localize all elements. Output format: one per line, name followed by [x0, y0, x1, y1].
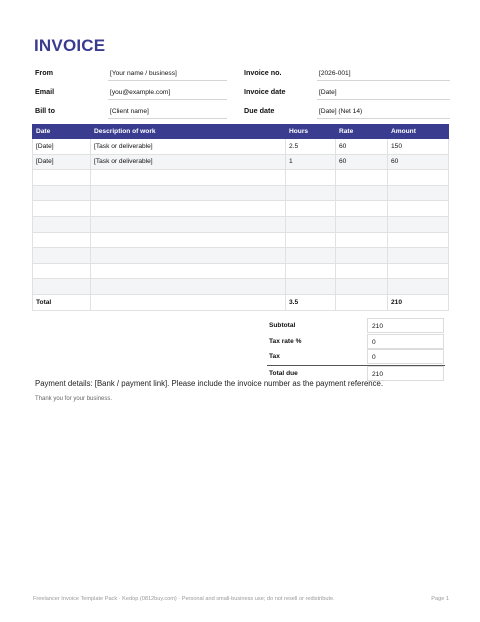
cell-amount[interactable] — [388, 185, 449, 201]
cell-rate[interactable]: 60 — [336, 154, 388, 170]
meta-row-email — [33, 82, 449, 101]
cell-hours[interactable] — [286, 232, 336, 248]
cell-amount[interactable] — [388, 279, 449, 295]
cell-amount[interactable]: 60 — [388, 154, 449, 170]
total-due-label: Total due — [269, 369, 298, 377]
summary-subtotal — [267, 318, 445, 334]
cell-date[interactable] — [33, 248, 91, 264]
cell-rate[interactable] — [336, 201, 388, 217]
email-label: Email — [35, 87, 55, 96]
summary-tax-rate — [267, 334, 445, 350]
tax-rate-value[interactable]: 0 — [367, 334, 444, 349]
table-total-row — [33, 294, 449, 310]
meta-row-from — [33, 63, 449, 82]
table-row — [33, 248, 449, 264]
cell-description[interactable] — [91, 216, 286, 232]
invoice-date-field[interactable]: [Date] — [317, 85, 450, 100]
cell-hours[interactable]: 2.5 — [286, 139, 336, 155]
cell-hours[interactable] — [286, 201, 336, 217]
from-label: From — [35, 68, 53, 77]
col-header-rate: Rate — [336, 125, 388, 139]
total-label: Total — [33, 294, 91, 310]
total-due-value[interactable]: 210 — [367, 366, 444, 381]
page-number: Page 1 — [431, 596, 449, 602]
meta-row-billto — [33, 101, 449, 120]
invoice-date-label: Invoice date — [244, 87, 286, 96]
cell-rate[interactable]: 60 — [336, 139, 388, 155]
cell-description[interactable]: [Task or deliverable] — [91, 154, 286, 170]
cell-amount[interactable] — [388, 232, 449, 248]
cell-description[interactable] — [91, 232, 286, 248]
cell-hours[interactable] — [286, 263, 336, 279]
table-row — [33, 263, 449, 279]
cell-hours[interactable] — [286, 170, 336, 186]
cell-hours[interactable] — [286, 248, 336, 264]
total-amount: 210 — [388, 294, 449, 310]
cell-hours[interactable] — [286, 185, 336, 201]
cell-amount[interactable] — [388, 201, 449, 217]
cell-hours[interactable] — [286, 279, 336, 295]
cell-description[interactable] — [91, 170, 286, 186]
col-header-date: Date — [33, 125, 91, 139]
summary-tax — [267, 349, 445, 365]
cell-rate[interactable] — [336, 248, 388, 264]
cell-date[interactable] — [33, 201, 91, 217]
cell-hours[interactable]: 1 — [286, 154, 336, 170]
cell-amount[interactable]: 150 — [388, 139, 449, 155]
cell-hours[interactable] — [286, 216, 336, 232]
payment-details: Payment details: [Bank / payment link]. Please include the invoice number as the payment reference. — [35, 379, 384, 388]
table-row — [33, 279, 449, 295]
cell-amount[interactable] — [388, 263, 449, 279]
due-date-label: Due date — [244, 106, 275, 115]
total-hours: 3.5 — [286, 294, 336, 310]
cell-description[interactable]: [Task or deliverable] — [91, 139, 286, 155]
cell-amount[interactable] — [388, 248, 449, 264]
line-items-table — [32, 124, 449, 311]
cell-description[interactable] — [91, 248, 286, 264]
bill-to-field[interactable]: [Client name] — [108, 104, 227, 119]
thank-you-note: Thank you for your business. — [35, 396, 113, 402]
page-footer — [33, 596, 449, 602]
subtotal-value[interactable]: 210 — [367, 318, 444, 333]
cell-amount[interactable] — [388, 170, 449, 186]
cell-amount[interactable] — [388, 216, 449, 232]
table-row — [33, 170, 449, 186]
col-header-hours: Hours — [286, 125, 336, 139]
due-date-field[interactable]: [Date] (Net 14) — [317, 104, 450, 119]
cell-date[interactable]: [Date] — [33, 139, 91, 155]
cell-rate[interactable] — [336, 185, 388, 201]
tax-rate-label: Tax rate % — [269, 337, 302, 345]
cell-rate[interactable] — [336, 170, 388, 186]
invoice-no-label: Invoice no. — [244, 68, 282, 77]
cell-rate[interactable] — [336, 279, 388, 295]
invoice-title: INVOICE — [34, 36, 106, 55]
col-header-description: Description of work — [91, 125, 286, 139]
table-row — [33, 154, 449, 170]
cell-rate[interactable] — [336, 263, 388, 279]
table-row — [33, 185, 449, 201]
tax-value[interactable]: 0 — [367, 349, 444, 364]
invoice-no-field[interactable]: [2026-001] — [317, 66, 450, 81]
from-field[interactable]: [Your name / business] — [108, 66, 227, 81]
cell-description[interactable] — [91, 201, 286, 217]
table-header-row — [33, 125, 449, 139]
cell-rate[interactable] — [336, 232, 388, 248]
cell-rate[interactable] — [336, 216, 388, 232]
table-row — [33, 201, 449, 217]
cell-description[interactable] — [91, 263, 286, 279]
cell-date[interactable] — [33, 279, 91, 295]
cell-date[interactable]: [Date] — [33, 154, 91, 170]
table-row — [33, 139, 449, 155]
cell-date[interactable] — [33, 263, 91, 279]
footer-text: Freelancer Invoice Template Pack · Kedop (0812buy.com) · Personal and small-business use; do not resell or redistribute. — [33, 596, 335, 602]
col-header-amount: Amount — [388, 125, 449, 139]
email-field[interactable]: [you@example.com] — [108, 85, 227, 100]
table-row — [33, 216, 449, 232]
summary-box — [267, 318, 445, 381]
cell-date[interactable] — [33, 232, 91, 248]
total-spacer — [91, 294, 286, 310]
cell-description[interactable] — [91, 279, 286, 295]
bill-to-label: Bill to — [35, 106, 55, 115]
subtotal-label: Subtotal — [269, 322, 296, 329]
tax-label: Tax — [269, 353, 280, 360]
cell-date[interactable] — [33, 170, 91, 186]
total-rate-spacer — [336, 294, 388, 310]
cell-date[interactable] — [33, 185, 91, 201]
cell-date[interactable] — [33, 216, 91, 232]
cell-description[interactable] — [91, 185, 286, 201]
invoice-meta — [33, 63, 449, 120]
table-row — [33, 232, 449, 248]
